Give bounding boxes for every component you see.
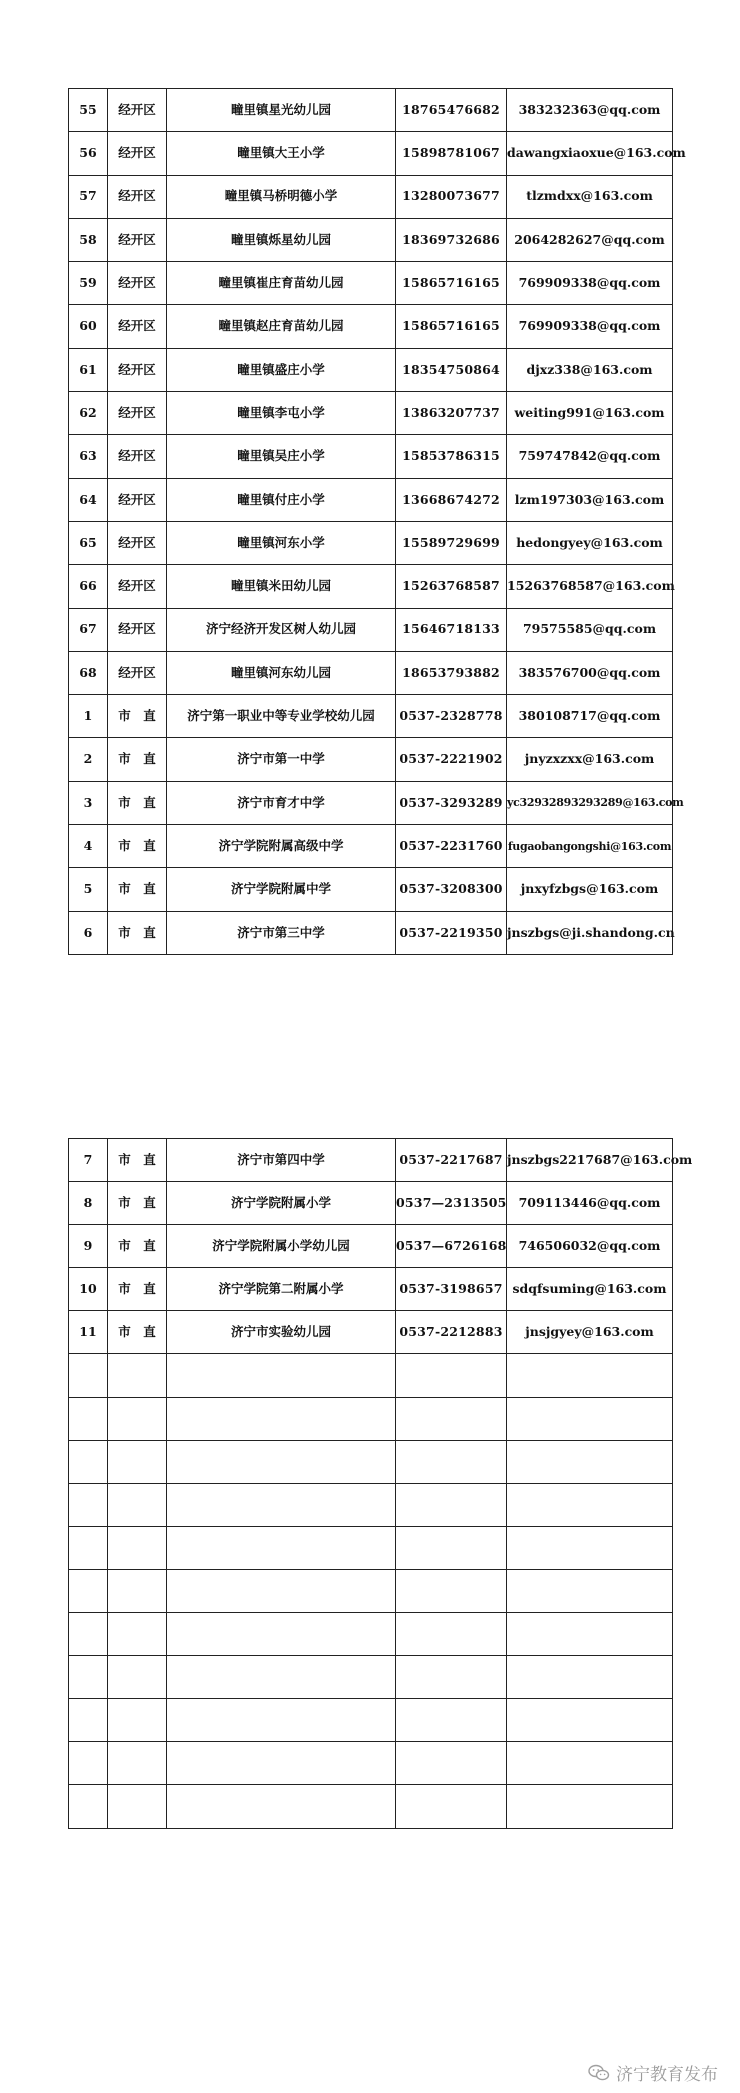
table-row xyxy=(69,651,673,694)
cell-school-name: 济宁市第一中学 xyxy=(167,738,396,781)
cell-email: 709113446@qq.com xyxy=(507,1182,673,1225)
cell-district xyxy=(108,1440,167,1483)
cell-district: 经开区 xyxy=(108,392,167,435)
cell-phone: 18765476682 xyxy=(396,89,507,132)
cell-number: 6 xyxy=(69,911,108,954)
cell-email: jnszbgs2217687@163.com xyxy=(507,1139,673,1182)
cell-school-name: 疃里镇米田幼儿园 xyxy=(167,565,396,608)
cell-email: 383576700@qq.com xyxy=(507,651,673,694)
cell-district: 经开区 xyxy=(108,521,167,564)
cell-phone: 15898781067 xyxy=(396,132,507,175)
cell-school-name xyxy=(167,1656,396,1699)
table-row xyxy=(69,1613,673,1656)
cell-district: 经开区 xyxy=(108,348,167,391)
cell-phone xyxy=(396,1613,507,1656)
cell-district: 经开区 xyxy=(108,218,167,261)
cell-phone: 15865716165 xyxy=(396,305,507,348)
cell-email xyxy=(507,1397,673,1440)
watermark-text: 济宁教育发布 xyxy=(616,2065,718,2085)
cell-district xyxy=(108,1656,167,1699)
table-row xyxy=(69,392,673,435)
cell-school-name xyxy=(167,1526,396,1569)
cell-district: 经开区 xyxy=(108,132,167,175)
cell-school-name xyxy=(167,1699,396,1742)
cell-phone: 0537-2217687 xyxy=(396,1139,507,1182)
cell-school-name: 济宁第一职业中等专业学校幼儿园 xyxy=(167,695,396,738)
cell-phone: 0537-2328778 xyxy=(396,695,507,738)
cell-school-name: 济宁学院附属小学幼儿园 xyxy=(167,1225,396,1268)
cell-number: 65 xyxy=(69,521,108,564)
table-row xyxy=(69,1182,673,1225)
cell-number xyxy=(69,1483,108,1526)
cell-school-name: 疃里镇烁星幼儿园 xyxy=(167,218,396,261)
cell-email: yc32932893293289@163.com xyxy=(507,781,673,824)
cell-phone: 0537-2219350 xyxy=(396,911,507,954)
table-row xyxy=(69,1656,673,1699)
cell-number xyxy=(69,1526,108,1569)
table-row xyxy=(69,1139,673,1182)
cell-number: 57 xyxy=(69,175,108,218)
cell-email xyxy=(507,1785,673,1828)
cell-school-name: 疃里镇大王小学 xyxy=(167,132,396,175)
cell-district: 市 直 xyxy=(108,825,167,868)
cell-email: jnsjgyey@163.com xyxy=(507,1311,673,1354)
cell-number: 4 xyxy=(69,825,108,868)
wechat-icon xyxy=(588,2064,610,2082)
cell-district xyxy=(108,1785,167,1828)
cell-phone xyxy=(396,1785,507,1828)
cell-number: 7 xyxy=(69,1139,108,1182)
table-row xyxy=(69,781,673,824)
table-row xyxy=(69,695,673,738)
cell-number xyxy=(69,1613,108,1656)
table-row xyxy=(69,1785,673,1828)
cell-email: 2064282627@qq.com xyxy=(507,218,673,261)
table-row xyxy=(69,565,673,608)
cell-email xyxy=(507,1699,673,1742)
cell-email: lzm197303@163.com xyxy=(507,478,673,521)
cell-school-name: 疃里镇马桥明德小学 xyxy=(167,175,396,218)
cell-email: dawangxiaoxue@163.com xyxy=(507,132,673,175)
cell-phone xyxy=(396,1699,507,1742)
table-row xyxy=(69,1397,673,1440)
cell-email: 79575585@qq.com xyxy=(507,608,673,651)
cell-email: sdqfsuming@163.com xyxy=(507,1268,673,1311)
cell-district: 市 直 xyxy=(108,1225,167,1268)
contact-table-1-body xyxy=(69,89,686,955)
table-row xyxy=(69,521,673,564)
cell-email: 769909338@qq.com xyxy=(507,262,673,305)
cell-phone xyxy=(396,1526,507,1569)
cell-school-name xyxy=(167,1397,396,1440)
cell-district: 市 直 xyxy=(108,738,167,781)
table-row xyxy=(69,218,673,261)
cell-phone: 0537-2221902 xyxy=(396,738,507,781)
cell-email: fugaobangongshi@163.com xyxy=(507,825,673,868)
cell-number: 59 xyxy=(69,262,108,305)
cell-district: 市 直 xyxy=(108,1311,167,1354)
cell-school-name: 疃里镇吴庄小学 xyxy=(167,435,396,478)
cell-district: 市 直 xyxy=(108,1182,167,1225)
cell-district: 市 直 xyxy=(108,1139,167,1182)
table-row xyxy=(69,175,673,218)
cell-email xyxy=(507,1742,673,1785)
cell-email: jnyzxzxx@163.com xyxy=(507,738,673,781)
cell-phone: 18354750864 xyxy=(396,348,507,391)
cell-number: 56 xyxy=(69,132,108,175)
cell-district xyxy=(108,1613,167,1656)
table-row xyxy=(69,911,673,954)
cell-district xyxy=(108,1397,167,1440)
cell-email: 380108717@qq.com xyxy=(507,695,673,738)
cell-district: 经开区 xyxy=(108,89,167,132)
cell-school-name: 疃里镇赵庄育苗幼儿园 xyxy=(167,305,396,348)
cell-phone: 0537—2313505 xyxy=(396,1182,507,1225)
table-row xyxy=(69,1742,673,1785)
cell-phone: 0537-3293289 xyxy=(396,781,507,824)
cell-number: 11 xyxy=(69,1311,108,1354)
contact-table-2-body xyxy=(69,1139,693,1829)
cell-district: 经开区 xyxy=(108,262,167,305)
cell-number: 61 xyxy=(69,348,108,391)
cell-phone: 18653793882 xyxy=(396,651,507,694)
cell-number: 10 xyxy=(69,1268,108,1311)
cell-phone: 0537—6726168 xyxy=(396,1225,507,1268)
cell-email: jnszbgs@ji.shandong.cn xyxy=(507,911,673,954)
cell-school-name: 济宁学院附属中学 xyxy=(167,868,396,911)
table-row xyxy=(69,1311,673,1354)
cell-number: 1 xyxy=(69,695,108,738)
cell-email xyxy=(507,1656,673,1699)
table-row xyxy=(69,262,673,305)
cell-phone: 15589729699 xyxy=(396,521,507,564)
cell-number: 2 xyxy=(69,738,108,781)
cell-phone: 15646718133 xyxy=(396,608,507,651)
cell-school-name: 济宁学院附属小学 xyxy=(167,1182,396,1225)
cell-number xyxy=(69,1354,108,1397)
cell-number: 66 xyxy=(69,565,108,608)
cell-email xyxy=(507,1569,673,1612)
cell-number: 68 xyxy=(69,651,108,694)
cell-email: 746506032@qq.com xyxy=(507,1225,673,1268)
table-row xyxy=(69,1225,673,1268)
cell-email xyxy=(507,1613,673,1656)
cell-phone: 15853786315 xyxy=(396,435,507,478)
cell-school-name: 疃里镇河东小学 xyxy=(167,521,396,564)
cell-email xyxy=(507,1440,673,1483)
cell-district xyxy=(108,1483,167,1526)
cell-school-name: 济宁市实验幼儿园 xyxy=(167,1311,396,1354)
cell-school-name: 济宁市第四中学 xyxy=(167,1139,396,1182)
cell-phone: 13280073677 xyxy=(396,175,507,218)
cell-number: 9 xyxy=(69,1225,108,1268)
cell-phone xyxy=(396,1397,507,1440)
cell-district: 市 直 xyxy=(108,1268,167,1311)
cell-email: 759747842@qq.com xyxy=(507,435,673,478)
cell-school-name: 济宁学院附属高级中学 xyxy=(167,825,396,868)
account-watermark xyxy=(588,2060,718,2085)
cell-phone: 0537-2231760 xyxy=(396,825,507,868)
cell-number: 67 xyxy=(69,608,108,651)
cell-school-name xyxy=(167,1785,396,1828)
table-row xyxy=(69,435,673,478)
cell-school-name: 济宁经济开发区树人幼儿园 xyxy=(167,608,396,651)
cell-district xyxy=(108,1354,167,1397)
cell-phone xyxy=(396,1569,507,1612)
cell-number: 55 xyxy=(69,89,108,132)
cell-email xyxy=(507,1483,673,1526)
cell-school-name: 疃里镇李屯小学 xyxy=(167,392,396,435)
cell-email: hedongyey@163.com xyxy=(507,521,673,564)
cell-school-name xyxy=(167,1354,396,1397)
cell-district xyxy=(108,1526,167,1569)
cell-district xyxy=(108,1699,167,1742)
cell-district: 市 直 xyxy=(108,695,167,738)
cell-email: 383232363@qq.com xyxy=(507,89,673,132)
cell-number: 3 xyxy=(69,781,108,824)
cell-school-name xyxy=(167,1742,396,1785)
cell-phone: 15263768587 xyxy=(396,565,507,608)
cell-phone xyxy=(396,1656,507,1699)
cell-district: 经开区 xyxy=(108,175,167,218)
cell-school-name xyxy=(167,1440,396,1483)
table-row xyxy=(69,1526,673,1569)
cell-email: djxz338@163.com xyxy=(507,348,673,391)
table-row xyxy=(69,868,673,911)
cell-number: 60 xyxy=(69,305,108,348)
cell-number xyxy=(69,1440,108,1483)
cell-number xyxy=(69,1699,108,1742)
cell-email: 769909338@qq.com xyxy=(507,305,673,348)
contact-table-2 xyxy=(68,1138,693,1829)
cell-school-name: 疃里镇崔庄育苗幼儿园 xyxy=(167,262,396,305)
cell-school-name: 济宁市第三中学 xyxy=(167,911,396,954)
cell-district: 经开区 xyxy=(108,608,167,651)
cell-school-name: 疃里镇盛庄小学 xyxy=(167,348,396,391)
table-row xyxy=(69,1483,673,1526)
cell-phone xyxy=(396,1483,507,1526)
cell-number xyxy=(69,1397,108,1440)
cell-district: 经开区 xyxy=(108,565,167,608)
cell-district: 市 直 xyxy=(108,781,167,824)
cell-district: 经开区 xyxy=(108,435,167,478)
cell-email xyxy=(507,1354,673,1397)
table-row xyxy=(69,89,673,132)
table-row xyxy=(69,608,673,651)
cell-phone: 0537-3208300 xyxy=(396,868,507,911)
table-row xyxy=(69,348,673,391)
cell-number xyxy=(69,1569,108,1612)
table-row xyxy=(69,1569,673,1612)
cell-school-name xyxy=(167,1483,396,1526)
cell-phone: 0537-2212883 xyxy=(396,1311,507,1354)
cell-district: 市 直 xyxy=(108,868,167,911)
cell-district: 市 直 xyxy=(108,911,167,954)
table-row xyxy=(69,305,673,348)
table-row xyxy=(69,1440,673,1483)
cell-district: 经开区 xyxy=(108,651,167,694)
cell-email: weiting991@163.com xyxy=(507,392,673,435)
cell-phone xyxy=(396,1440,507,1483)
table-row xyxy=(69,478,673,521)
cell-phone: 15865716165 xyxy=(396,262,507,305)
cell-number: 62 xyxy=(69,392,108,435)
table-row xyxy=(69,825,673,868)
cell-email: tlzmdxx@163.com xyxy=(507,175,673,218)
cell-phone: 13863207737 xyxy=(396,392,507,435)
cell-school-name: 疃里镇付庄小学 xyxy=(167,478,396,521)
contact-table-1 xyxy=(68,88,686,955)
cell-phone: 0537-3198657 xyxy=(396,1268,507,1311)
table-row xyxy=(69,1268,673,1311)
cell-number: 64 xyxy=(69,478,108,521)
cell-number: 8 xyxy=(69,1182,108,1225)
cell-district xyxy=(108,1569,167,1612)
cell-number: 58 xyxy=(69,218,108,261)
cell-school-name xyxy=(167,1569,396,1612)
cell-district: 经开区 xyxy=(108,305,167,348)
cell-phone: 13668674272 xyxy=(396,478,507,521)
table-row xyxy=(69,738,673,781)
cell-phone: 18369732686 xyxy=(396,218,507,261)
cell-number xyxy=(69,1742,108,1785)
cell-school-name xyxy=(167,1613,396,1656)
cell-phone xyxy=(396,1742,507,1785)
cell-email xyxy=(507,1526,673,1569)
cell-number: 5 xyxy=(69,868,108,911)
cell-district xyxy=(108,1742,167,1785)
cell-school-name: 疃里镇星光幼儿园 xyxy=(167,89,396,132)
cell-email: 15263768587@163.com xyxy=(507,565,673,608)
cell-school-name: 济宁学院第二附属小学 xyxy=(167,1268,396,1311)
table-row xyxy=(69,132,673,175)
cell-school-name: 济宁市育才中学 xyxy=(167,781,396,824)
cell-phone xyxy=(396,1354,507,1397)
cell-district: 经开区 xyxy=(108,478,167,521)
cell-email: jnxyfzbgs@163.com xyxy=(507,868,673,911)
cell-number: 63 xyxy=(69,435,108,478)
cell-number xyxy=(69,1785,108,1828)
cell-number xyxy=(69,1656,108,1699)
table-row xyxy=(69,1699,673,1742)
cell-school-name: 疃里镇河东幼儿园 xyxy=(167,651,396,694)
table-row xyxy=(69,1354,673,1397)
